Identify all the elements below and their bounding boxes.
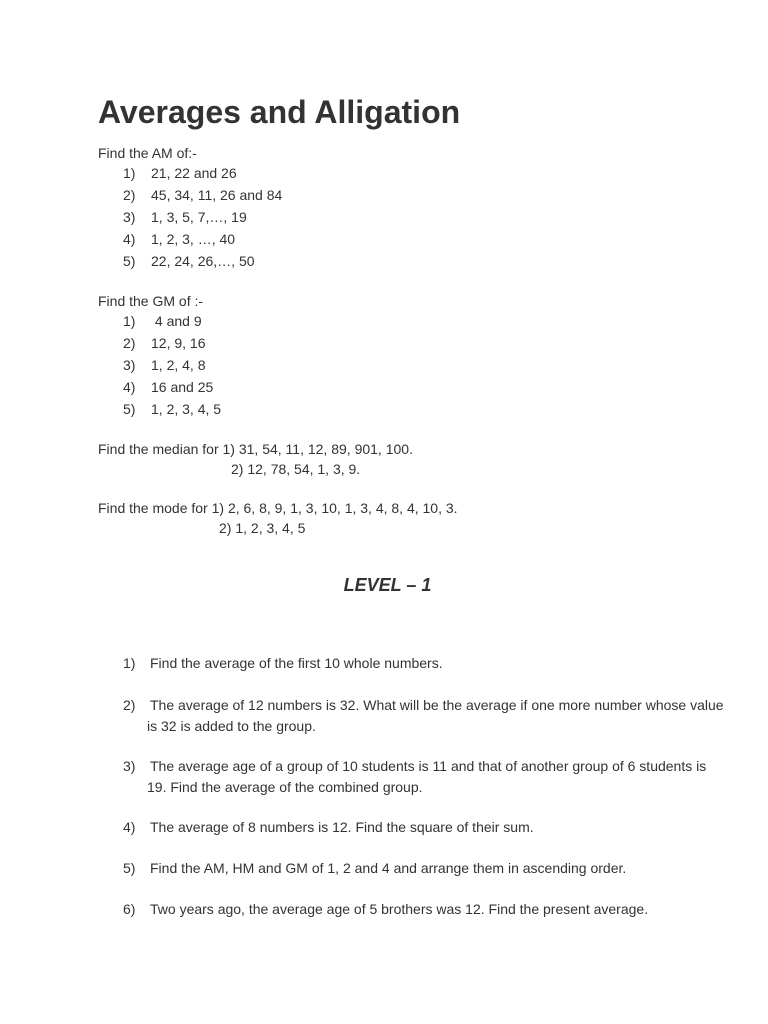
question-text: The average of 8 numbers is 12. Find the square of their sum.: [150, 819, 534, 835]
gm-item-text: 12, 9, 16: [151, 335, 206, 351]
am-item-text: 22, 24, 26,…, 50: [151, 253, 255, 269]
gm-item-number: 1): [123, 313, 136, 329]
gm-item-text: 16 and 25: [151, 379, 214, 395]
question-text: Two years ago, the average age of 5 brothers was 12. Find the present average.: [150, 901, 649, 917]
question-number: 2): [123, 697, 136, 713]
level-heading: LEVEL – 1: [343, 575, 432, 595]
am-item-number: 4): [123, 231, 136, 247]
am-item-text: 45, 34, 11, 26 and 84: [151, 187, 283, 203]
question-text-continued: 19. Find the average of the combined group.: [147, 779, 423, 795]
gm-item-number: 3): [123, 357, 136, 373]
page-title: Averages and Alligation: [98, 94, 461, 130]
question-number: 1): [123, 655, 136, 671]
question-number: 4): [123, 819, 136, 835]
gm-item-number: 5): [123, 401, 136, 417]
median-line-2: 2) 12, 78, 54, 1, 3, 9.: [231, 461, 361, 477]
gm-item-text: 1, 2, 3, 4, 5: [151, 401, 222, 417]
am-item-text: 21, 22 and 26: [151, 165, 237, 181]
am-item-number: 3): [123, 209, 136, 225]
am-item-number: 5): [123, 253, 136, 269]
question-number: 3): [123, 758, 136, 774]
am-item-number: 1): [123, 165, 136, 181]
gm-item-number: 2): [123, 335, 136, 351]
mode-line-2: 2) 1, 2, 3, 4, 5: [219, 520, 306, 536]
question-number: 6): [123, 901, 136, 917]
gm-item-text: 4 and 9: [151, 313, 202, 329]
am-item-text: 1, 2, 3, …, 40: [151, 231, 236, 247]
am-item-number: 2): [123, 187, 136, 203]
gm-item-number: 4): [123, 379, 136, 395]
am-heading: Find the AM of:-: [98, 145, 197, 161]
gm-heading: Find the GM of :-: [98, 293, 204, 309]
question-text-continued: is 32 is added to the group.: [147, 718, 316, 734]
question-text: The average of 12 numbers is 32. What will be the average if one more number whose value: [150, 697, 724, 713]
question-number: 5): [123, 860, 136, 876]
question-text: The average age of a group of 10 students is 11 and that of another group of 6 students is: [150, 758, 707, 774]
mode-line-1: Find the mode for 1) 2, 6, 8, 9, 1, 3, 10, 1, 3, 4, 8, 4, 10, 3.: [98, 500, 458, 516]
median-line-1: Find the median for 1) 31, 54, 11, 12, 89, 901, 100.: [98, 441, 413, 457]
question-text: Find the average of the first 10 whole numbers.: [150, 655, 443, 671]
am-item-text: 1, 3, 5, 7,…, 19: [151, 209, 247, 225]
gm-item-text: 1, 2, 4, 8: [151, 357, 206, 373]
question-text: Find the AM, HM and GM of 1, 2 and 4 and arrange them in ascending order.: [150, 860, 627, 876]
